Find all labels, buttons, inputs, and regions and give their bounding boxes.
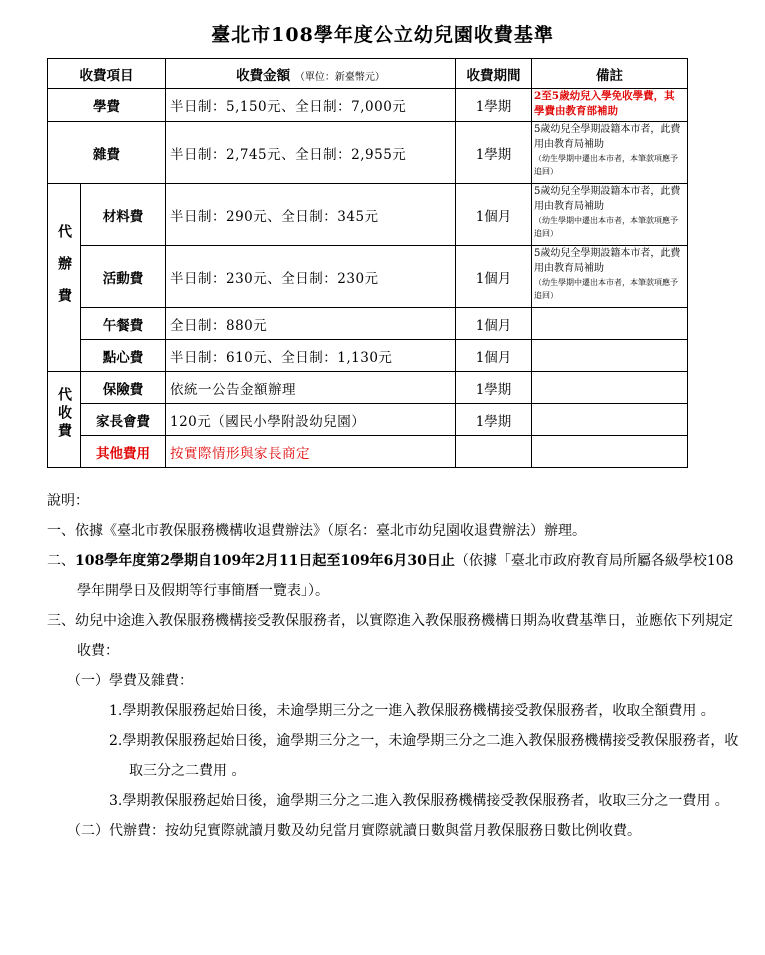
- table-row-insurance: [48, 372, 688, 404]
- group-label-daishou: 代收費: [48, 372, 81, 468]
- row-amount: 120元（國民小學附設幼兒園）: [166, 404, 456, 436]
- header-amount-unit: （單位：新臺幣元）: [294, 71, 385, 83]
- row-item: 學費: [48, 89, 166, 122]
- row-note: 5歲幼兒全學期設籍本市者，此費用由教育局補助 （幼生學期中遷出本市者，本筆款項應予追回）: [532, 122, 688, 184]
- row-item: 午餐費: [81, 308, 166, 340]
- row-note: [532, 308, 688, 340]
- row-item: 點心費: [81, 340, 166, 372]
- row-amount: 半日制：2,745元、全日制：2,955元: [166, 122, 456, 184]
- row-item: 其他費用: [81, 436, 166, 468]
- note-1: 一、依據《臺北市教保服務機構收退費辦法》（原名：臺北市幼兒園收退費辦法）辦理。: [47, 523, 586, 539]
- table-row-activity: [48, 246, 688, 308]
- row-note: 5歲幼兒全學期設籍本市者，此費用由教育局補助 （幼生學期中遷出本市者，本筆款項應予追回）: [532, 184, 688, 246]
- fee-table: [47, 58, 688, 468]
- notes-section: [47, 486, 747, 846]
- note-2: 二、108學年度第2學期自109年2月11日起至109年6月30日止（依據「臺北市政府教育局所屬各級學校108學年開學日及假期等行事簡曆一覽表」）。: [47, 553, 734, 599]
- header-item: 收費項目: [48, 59, 166, 89]
- row-period: 1學期: [456, 404, 532, 436]
- row-period: 1個月: [456, 246, 532, 308]
- row-note: [532, 340, 688, 372]
- page-title: 臺北市108學年度公立幼兒園收費基準: [211, 24, 554, 46]
- row-period: 1個月: [456, 308, 532, 340]
- row-amount: 按實際情形與家長商定: [166, 436, 456, 468]
- table-row-lunch: [48, 308, 688, 340]
- row-amount: 半日制：290元、全日制：345元: [166, 184, 456, 246]
- header-note: 備註: [532, 59, 688, 89]
- row-item: 雜費: [48, 122, 166, 184]
- row-item: 家長會費: [81, 404, 166, 436]
- row-note: [532, 404, 688, 436]
- row-item: 材料費: [81, 184, 166, 246]
- row-amount: 依統一公告金額辦理: [166, 372, 456, 404]
- row-period: 1個月: [456, 184, 532, 246]
- header-period: 收費期間: [456, 59, 532, 89]
- row-period: 1學期: [456, 372, 532, 404]
- note-3-item-3: 3.學期教保服務起始日後，逾學期三分之二進入教保服務機構接受教保服務者，收取三分之一費用 。: [109, 793, 729, 809]
- note-3: 三、幼兒中途進入教保服務機構接受教保服務者，以實際進入教保服務機構日期為收費基準日，並應依下列規定收費：: [47, 613, 733, 659]
- row-amount: 半日制：5,150元、全日制：7,000元: [166, 89, 456, 122]
- notes-heading: 說明：: [47, 493, 89, 509]
- table-row-parents-fee: [48, 404, 688, 436]
- row-note: [532, 372, 688, 404]
- row-note: 5歲幼兒全學期設籍本市者，此費用由教育局補助 （幼生學期中遷出本市者，本筆款項應予追回）: [532, 246, 688, 308]
- row-amount: 半日制：610元、全日制：1,130元: [166, 340, 456, 372]
- row-note: [532, 436, 688, 468]
- table-row-other: [48, 436, 688, 468]
- table-row-materials: [48, 184, 688, 246]
- table-header-row: [48, 59, 688, 89]
- row-period: 1學期: [456, 122, 532, 184]
- row-note: 2至5歲幼兒入學免收學費，其學費由教育部補助: [532, 89, 688, 122]
- table-row-snack: [48, 340, 688, 372]
- group-label-daiban: 代辦費: [48, 184, 81, 372]
- note-3-item-1: 1.學期教保服務起始日後，未逾學期三分之一進入教保服務機構接受教保服務者，收取全額費用 。: [109, 703, 715, 719]
- row-amount: 半日制：230元、全日制：230元: [166, 246, 456, 308]
- note-3-item-2: 2.學期教保服務起始日後，逾學期三分之一，未逾學期三分之二進入教保服務機構接受教保服務者，收取三分之二費用 。: [109, 733, 739, 779]
- table-row-misc: [48, 122, 688, 184]
- header-amount: 收費金額 （單位：新臺幣元）: [166, 59, 456, 89]
- row-item: 保險費: [81, 372, 166, 404]
- row-amount: 全日制：880元: [166, 308, 456, 340]
- row-period: 1學期: [456, 89, 532, 122]
- row-item: 活動費: [81, 246, 166, 308]
- table-row-tuition: [48, 89, 688, 122]
- row-period: [456, 436, 532, 468]
- note-3-section-2: （二）代辦費：按幼兒實際就讀月數及幼兒當月實際就讀日數與當月教保服務日數比例收費。: [67, 823, 641, 839]
- row-period: 1個月: [456, 340, 532, 372]
- note-3-section-1: （一）學費及雜費：: [67, 673, 193, 689]
